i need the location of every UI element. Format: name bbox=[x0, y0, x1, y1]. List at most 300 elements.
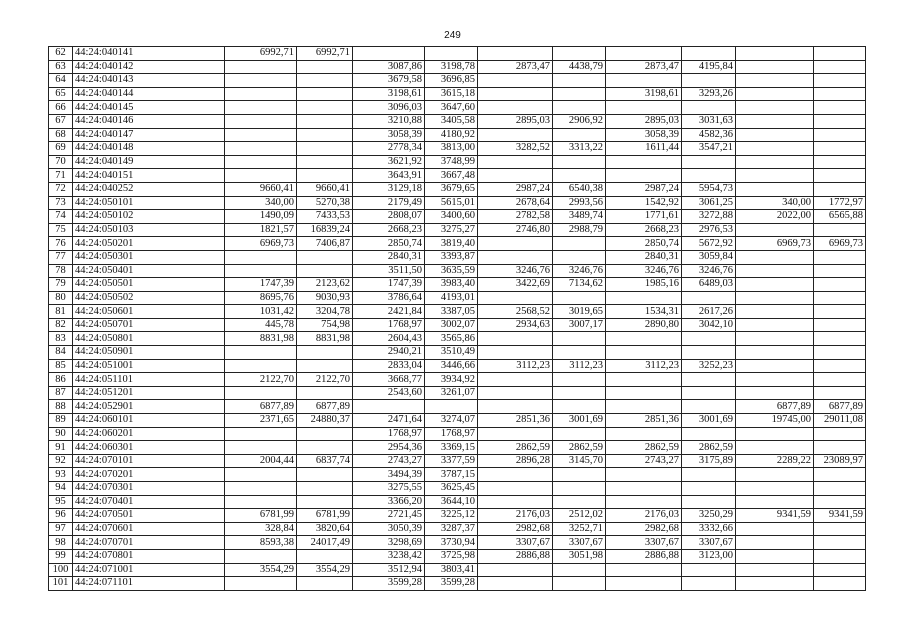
value-cell bbox=[736, 482, 814, 496]
value-cell: 3246,76 bbox=[553, 264, 606, 278]
cadastral-code-cell: 44:24:050103 bbox=[73, 223, 225, 237]
value-cell: 6992,71 bbox=[225, 47, 297, 61]
value-cell bbox=[814, 536, 866, 550]
value-cell bbox=[297, 549, 353, 563]
value-cell: 2840,31 bbox=[353, 250, 425, 264]
value-cell bbox=[297, 250, 353, 264]
cadastral-code-cell: 44:24:040142 bbox=[73, 60, 225, 74]
table-row bbox=[49, 196, 866, 210]
value-cell: 3204,78 bbox=[297, 305, 353, 319]
value-cell bbox=[606, 495, 682, 509]
value-cell: 23089,97 bbox=[814, 454, 866, 468]
cadastral-code-cell: 44:24:070101 bbox=[73, 454, 225, 468]
table-row bbox=[49, 373, 866, 387]
value-cell: 3175,89 bbox=[682, 454, 736, 468]
value-cell: 3145,70 bbox=[553, 454, 606, 468]
value-cell bbox=[814, 155, 866, 169]
value-cell bbox=[478, 291, 553, 305]
cadastral-code-cell: 44:24:070601 bbox=[73, 522, 225, 536]
value-cell bbox=[682, 291, 736, 305]
value-cell: 1768,97 bbox=[353, 427, 425, 441]
value-cell: 2851,36 bbox=[606, 414, 682, 428]
value-cell: 5672,92 bbox=[682, 237, 736, 251]
value-cell bbox=[736, 250, 814, 264]
row-index-cell: 72 bbox=[49, 182, 73, 196]
value-cell: 6877,89 bbox=[297, 400, 353, 414]
value-cell: 2862,59 bbox=[478, 441, 553, 455]
value-cell bbox=[553, 386, 606, 400]
value-cell: 2988,79 bbox=[553, 223, 606, 237]
value-cell: 3198,61 bbox=[606, 87, 682, 101]
row-index-cell: 91 bbox=[49, 441, 73, 455]
value-cell: 2850,74 bbox=[353, 237, 425, 251]
value-cell: 3287,37 bbox=[425, 522, 478, 536]
value-cell bbox=[814, 577, 866, 591]
value-cell bbox=[682, 346, 736, 360]
value-cell bbox=[736, 155, 814, 169]
value-cell: 1542,92 bbox=[606, 196, 682, 210]
value-cell: 6877,89 bbox=[736, 400, 814, 414]
value-cell bbox=[553, 155, 606, 169]
table-row bbox=[49, 427, 866, 441]
cadastral-code-cell: 44:24:060301 bbox=[73, 441, 225, 455]
cadastral-code-cell: 44:24:050601 bbox=[73, 305, 225, 319]
data-table bbox=[48, 46, 866, 591]
value-cell: 3679,65 bbox=[425, 182, 478, 196]
value-cell: 2122,70 bbox=[225, 373, 297, 387]
value-cell: 3272,88 bbox=[682, 210, 736, 224]
value-cell bbox=[814, 522, 866, 536]
value-cell: 2743,27 bbox=[606, 454, 682, 468]
value-cell: 2617,26 bbox=[682, 305, 736, 319]
value-cell: 6489,03 bbox=[682, 278, 736, 292]
cadastral-code-cell: 44:24:060201 bbox=[73, 427, 225, 441]
cadastral-code-cell: 44:24:052901 bbox=[73, 400, 225, 414]
value-cell: 1534,31 bbox=[606, 305, 682, 319]
value-cell: 2906,92 bbox=[553, 114, 606, 128]
value-cell bbox=[736, 522, 814, 536]
value-cell bbox=[553, 332, 606, 346]
cadastral-code-cell: 44:24:051001 bbox=[73, 359, 225, 373]
value-cell bbox=[682, 169, 736, 183]
cadastral-code-cell: 44:24:040148 bbox=[73, 142, 225, 156]
cadastral-code-cell: 44:24:050102 bbox=[73, 210, 225, 224]
value-cell: 2176,03 bbox=[606, 509, 682, 523]
value-cell bbox=[297, 468, 353, 482]
value-cell: 1490,09 bbox=[225, 210, 297, 224]
table-row bbox=[49, 359, 866, 373]
value-cell: 8593,38 bbox=[225, 536, 297, 550]
value-cell: 2886,88 bbox=[478, 549, 553, 563]
value-cell bbox=[736, 441, 814, 455]
value-cell: 3007,17 bbox=[553, 318, 606, 332]
value-cell: 3293,26 bbox=[682, 87, 736, 101]
table-body bbox=[49, 47, 866, 591]
cadastral-code-cell: 44:24:060101 bbox=[73, 414, 225, 428]
value-cell bbox=[736, 577, 814, 591]
value-cell: 9341,59 bbox=[814, 509, 866, 523]
value-cell bbox=[682, 468, 736, 482]
value-cell bbox=[736, 278, 814, 292]
value-cell: 2668,23 bbox=[606, 223, 682, 237]
value-cell bbox=[297, 87, 353, 101]
row-index-cell: 65 bbox=[49, 87, 73, 101]
table-row bbox=[49, 522, 866, 536]
value-cell: 29011,08 bbox=[814, 414, 866, 428]
value-cell: 2873,47 bbox=[606, 60, 682, 74]
value-cell bbox=[814, 427, 866, 441]
cadastral-code-cell: 44:24:040151 bbox=[73, 169, 225, 183]
table-row bbox=[49, 278, 866, 292]
row-index-cell: 80 bbox=[49, 291, 73, 305]
value-cell bbox=[682, 495, 736, 509]
value-cell bbox=[225, 60, 297, 74]
value-cell: 2512,02 bbox=[553, 509, 606, 523]
value-cell bbox=[736, 128, 814, 142]
value-cell bbox=[736, 114, 814, 128]
value-cell: 2371,65 bbox=[225, 414, 297, 428]
value-cell: 3621,92 bbox=[353, 155, 425, 169]
row-index-cell: 87 bbox=[49, 386, 73, 400]
value-cell: 4193,01 bbox=[425, 291, 478, 305]
value-cell: 3599,28 bbox=[353, 577, 425, 591]
row-index-cell: 94 bbox=[49, 482, 73, 496]
value-cell: 6969,73 bbox=[736, 237, 814, 251]
table-row bbox=[49, 400, 866, 414]
value-cell bbox=[736, 563, 814, 577]
value-cell bbox=[682, 155, 736, 169]
value-cell: 3547,21 bbox=[682, 142, 736, 156]
value-cell bbox=[814, 101, 866, 115]
value-cell bbox=[736, 60, 814, 74]
value-cell: 4180,92 bbox=[425, 128, 478, 142]
value-cell: 2896,28 bbox=[478, 454, 553, 468]
value-cell: 3313,22 bbox=[553, 142, 606, 156]
value-cell: 3635,59 bbox=[425, 264, 478, 278]
value-cell bbox=[553, 495, 606, 509]
value-cell bbox=[553, 346, 606, 360]
value-cell: 2940,21 bbox=[353, 346, 425, 360]
table-row bbox=[49, 264, 866, 278]
value-cell: 9341,59 bbox=[736, 509, 814, 523]
cadastral-code-cell: 44:24:050201 bbox=[73, 237, 225, 251]
value-cell bbox=[814, 182, 866, 196]
row-index-cell: 77 bbox=[49, 250, 73, 264]
value-cell: 2778,34 bbox=[353, 142, 425, 156]
value-cell: 3668,77 bbox=[353, 373, 425, 387]
row-index-cell: 76 bbox=[49, 237, 73, 251]
value-cell bbox=[553, 563, 606, 577]
value-cell: 3061,25 bbox=[682, 196, 736, 210]
value-cell: 2833,04 bbox=[353, 359, 425, 373]
value-cell: 6969,73 bbox=[814, 237, 866, 251]
value-cell: 3819,40 bbox=[425, 237, 478, 251]
value-cell: 3096,03 bbox=[353, 101, 425, 115]
value-cell: 3730,94 bbox=[425, 536, 478, 550]
value-cell: 3667,48 bbox=[425, 169, 478, 183]
value-cell: 3511,50 bbox=[353, 264, 425, 278]
table-row bbox=[49, 47, 866, 61]
value-cell: 328,84 bbox=[225, 522, 297, 536]
value-cell bbox=[736, 549, 814, 563]
value-cell: 5270,38 bbox=[297, 196, 353, 210]
value-cell: 1747,39 bbox=[353, 278, 425, 292]
value-cell: 3787,15 bbox=[425, 468, 478, 482]
value-cell: 3366,20 bbox=[353, 495, 425, 509]
row-index-cell: 81 bbox=[49, 305, 73, 319]
row-index-cell: 82 bbox=[49, 318, 73, 332]
value-cell: 4438,79 bbox=[553, 60, 606, 74]
value-cell bbox=[606, 47, 682, 61]
value-cell bbox=[478, 563, 553, 577]
value-cell: 6877,89 bbox=[814, 400, 866, 414]
table-row bbox=[49, 414, 866, 428]
value-cell: 3369,15 bbox=[425, 441, 478, 455]
value-cell bbox=[814, 305, 866, 319]
value-cell: 3565,86 bbox=[425, 332, 478, 346]
value-cell: 3282,52 bbox=[478, 142, 553, 156]
value-cell bbox=[606, 291, 682, 305]
value-cell bbox=[814, 495, 866, 509]
value-cell bbox=[736, 373, 814, 387]
value-cell: 3615,18 bbox=[425, 87, 478, 101]
value-cell bbox=[478, 346, 553, 360]
value-cell bbox=[736, 142, 814, 156]
value-cell: 3307,67 bbox=[478, 536, 553, 550]
value-cell: 9660,41 bbox=[297, 182, 353, 196]
value-cell: 3112,23 bbox=[553, 359, 606, 373]
value-cell: 4195,84 bbox=[682, 60, 736, 74]
value-cell bbox=[736, 169, 814, 183]
cadastral-code-cell: 44:24:050901 bbox=[73, 346, 225, 360]
value-cell bbox=[297, 482, 353, 496]
cadastral-code-cell: 44:24:051101 bbox=[73, 373, 225, 387]
row-index-cell: 84 bbox=[49, 346, 73, 360]
value-cell bbox=[814, 373, 866, 387]
table-row bbox=[49, 182, 866, 196]
row-index-cell: 96 bbox=[49, 509, 73, 523]
cadastral-code-cell: 44:24:070801 bbox=[73, 549, 225, 563]
value-cell: 2176,03 bbox=[478, 509, 553, 523]
value-cell: 4582,36 bbox=[682, 128, 736, 142]
value-cell: 2895,03 bbox=[606, 114, 682, 128]
value-cell: 2123,62 bbox=[297, 278, 353, 292]
value-cell: 340,00 bbox=[225, 196, 297, 210]
value-cell: 6992,71 bbox=[297, 47, 353, 61]
value-cell bbox=[553, 128, 606, 142]
value-cell bbox=[736, 47, 814, 61]
value-cell: 19745,00 bbox=[736, 414, 814, 428]
value-cell bbox=[478, 495, 553, 509]
value-cell bbox=[225, 359, 297, 373]
table-row bbox=[49, 468, 866, 482]
value-cell bbox=[682, 332, 736, 346]
row-index-cell: 85 bbox=[49, 359, 73, 373]
value-cell: 3031,63 bbox=[682, 114, 736, 128]
value-cell bbox=[814, 386, 866, 400]
value-cell: 3246,76 bbox=[606, 264, 682, 278]
row-index-cell: 79 bbox=[49, 278, 73, 292]
value-cell: 3332,66 bbox=[682, 522, 736, 536]
value-cell: 1768,97 bbox=[425, 427, 478, 441]
value-cell bbox=[225, 386, 297, 400]
value-cell: 1771,61 bbox=[606, 210, 682, 224]
value-cell: 2782,58 bbox=[478, 210, 553, 224]
cadastral-code-cell: 44:24:040146 bbox=[73, 114, 225, 128]
value-cell bbox=[814, 114, 866, 128]
value-cell: 3198,78 bbox=[425, 60, 478, 74]
value-cell: 3625,45 bbox=[425, 482, 478, 496]
cadastral-code-cell: 44:24:050801 bbox=[73, 332, 225, 346]
value-cell bbox=[478, 87, 553, 101]
value-cell bbox=[553, 291, 606, 305]
value-cell: 3748,99 bbox=[425, 155, 478, 169]
value-cell bbox=[553, 101, 606, 115]
row-index-cell: 88 bbox=[49, 400, 73, 414]
row-index-cell: 63 bbox=[49, 60, 73, 74]
value-cell: 3261,07 bbox=[425, 386, 478, 400]
value-cell bbox=[814, 223, 866, 237]
table-row bbox=[49, 549, 866, 563]
value-cell bbox=[736, 101, 814, 115]
value-cell bbox=[606, 101, 682, 115]
value-cell: 3813,00 bbox=[425, 142, 478, 156]
value-cell bbox=[297, 495, 353, 509]
row-index-cell: 70 bbox=[49, 155, 73, 169]
value-cell: 5954,73 bbox=[682, 182, 736, 196]
value-cell: 2850,74 bbox=[606, 237, 682, 251]
value-cell: 3250,29 bbox=[682, 509, 736, 523]
value-cell: 24880,37 bbox=[297, 414, 353, 428]
value-cell bbox=[606, 169, 682, 183]
value-cell: 9030,93 bbox=[297, 291, 353, 305]
value-cell bbox=[478, 400, 553, 414]
value-cell bbox=[553, 47, 606, 61]
value-cell bbox=[682, 101, 736, 115]
value-cell: 2987,24 bbox=[606, 182, 682, 196]
cadastral-code-cell: 44:24:050501 bbox=[73, 278, 225, 292]
cadastral-code-cell: 44:24:040141 bbox=[73, 47, 225, 61]
value-cell bbox=[736, 318, 814, 332]
value-cell bbox=[297, 128, 353, 142]
value-cell bbox=[478, 332, 553, 346]
value-cell: 8831,98 bbox=[297, 332, 353, 346]
value-cell: 3275,27 bbox=[425, 223, 478, 237]
cadastral-code-cell: 44:24:070501 bbox=[73, 509, 225, 523]
value-cell bbox=[736, 87, 814, 101]
value-cell: 2886,88 bbox=[606, 549, 682, 563]
value-cell: 3129,18 bbox=[353, 182, 425, 196]
value-cell: 3238,42 bbox=[353, 549, 425, 563]
value-cell: 2668,23 bbox=[353, 223, 425, 237]
value-cell bbox=[814, 142, 866, 156]
value-cell: 1768,97 bbox=[353, 318, 425, 332]
value-cell bbox=[814, 278, 866, 292]
value-cell bbox=[606, 373, 682, 387]
row-index-cell: 62 bbox=[49, 47, 73, 61]
value-cell bbox=[553, 237, 606, 251]
value-cell bbox=[814, 250, 866, 264]
value-cell: 3400,60 bbox=[425, 210, 478, 224]
value-cell: 2543,60 bbox=[353, 386, 425, 400]
value-cell bbox=[225, 495, 297, 509]
value-cell: 3554,29 bbox=[225, 563, 297, 577]
value-cell bbox=[814, 563, 866, 577]
row-index-cell: 83 bbox=[49, 332, 73, 346]
value-cell: 3307,67 bbox=[606, 536, 682, 550]
value-cell bbox=[553, 74, 606, 88]
value-cell: 2179,49 bbox=[353, 196, 425, 210]
cadastral-code-cell: 44:24:050502 bbox=[73, 291, 225, 305]
row-index-cell: 71 bbox=[49, 169, 73, 183]
value-cell: 2982,68 bbox=[478, 522, 553, 536]
value-cell bbox=[736, 386, 814, 400]
row-index-cell: 74 bbox=[49, 210, 73, 224]
cadastral-code-cell: 44:24:070301 bbox=[73, 482, 225, 496]
row-index-cell: 64 bbox=[49, 74, 73, 88]
value-cell: 3001,69 bbox=[682, 414, 736, 428]
value-cell bbox=[606, 386, 682, 400]
value-cell bbox=[225, 427, 297, 441]
value-cell: 2289,22 bbox=[736, 454, 814, 468]
value-cell: 3050,39 bbox=[353, 522, 425, 536]
value-cell: 6837,74 bbox=[297, 454, 353, 468]
value-cell: 3210,88 bbox=[353, 114, 425, 128]
table-row bbox=[49, 223, 866, 237]
value-cell bbox=[478, 169, 553, 183]
table-row bbox=[49, 441, 866, 455]
value-cell: 3983,40 bbox=[425, 278, 478, 292]
value-cell: 2840,31 bbox=[606, 250, 682, 264]
value-cell: 2678,64 bbox=[478, 196, 553, 210]
table-row bbox=[49, 101, 866, 115]
cadastral-code-cell: 44:24:050301 bbox=[73, 250, 225, 264]
value-cell: 2873,47 bbox=[478, 60, 553, 74]
value-cell: 3679,58 bbox=[353, 74, 425, 88]
table-row bbox=[49, 87, 866, 101]
value-cell: 2993,56 bbox=[553, 196, 606, 210]
value-cell bbox=[297, 441, 353, 455]
value-cell: 3002,07 bbox=[425, 318, 478, 332]
table-row bbox=[49, 114, 866, 128]
value-cell: 2471,64 bbox=[353, 414, 425, 428]
value-cell: 3725,98 bbox=[425, 549, 478, 563]
value-cell: 3112,23 bbox=[606, 359, 682, 373]
value-cell: 24017,49 bbox=[297, 536, 353, 550]
cadastral-code-cell: 44:24:040149 bbox=[73, 155, 225, 169]
value-cell bbox=[736, 305, 814, 319]
row-index-cell: 67 bbox=[49, 114, 73, 128]
value-cell: 3123,00 bbox=[682, 549, 736, 563]
row-index-cell: 78 bbox=[49, 264, 73, 278]
value-cell: 2568,52 bbox=[478, 305, 553, 319]
value-cell: 7433,53 bbox=[297, 210, 353, 224]
value-cell: 1772,97 bbox=[814, 196, 866, 210]
page-number: 249 bbox=[444, 30, 461, 41]
value-cell bbox=[297, 142, 353, 156]
value-cell: 2862,59 bbox=[606, 441, 682, 455]
table-row bbox=[49, 60, 866, 74]
value-cell bbox=[814, 482, 866, 496]
value-cell: 6565,88 bbox=[814, 210, 866, 224]
row-index-cell: 92 bbox=[49, 454, 73, 468]
value-cell bbox=[606, 400, 682, 414]
value-cell: 3298,69 bbox=[353, 536, 425, 550]
value-cell bbox=[297, 346, 353, 360]
value-cell bbox=[297, 155, 353, 169]
table-row bbox=[49, 563, 866, 577]
value-cell bbox=[736, 468, 814, 482]
